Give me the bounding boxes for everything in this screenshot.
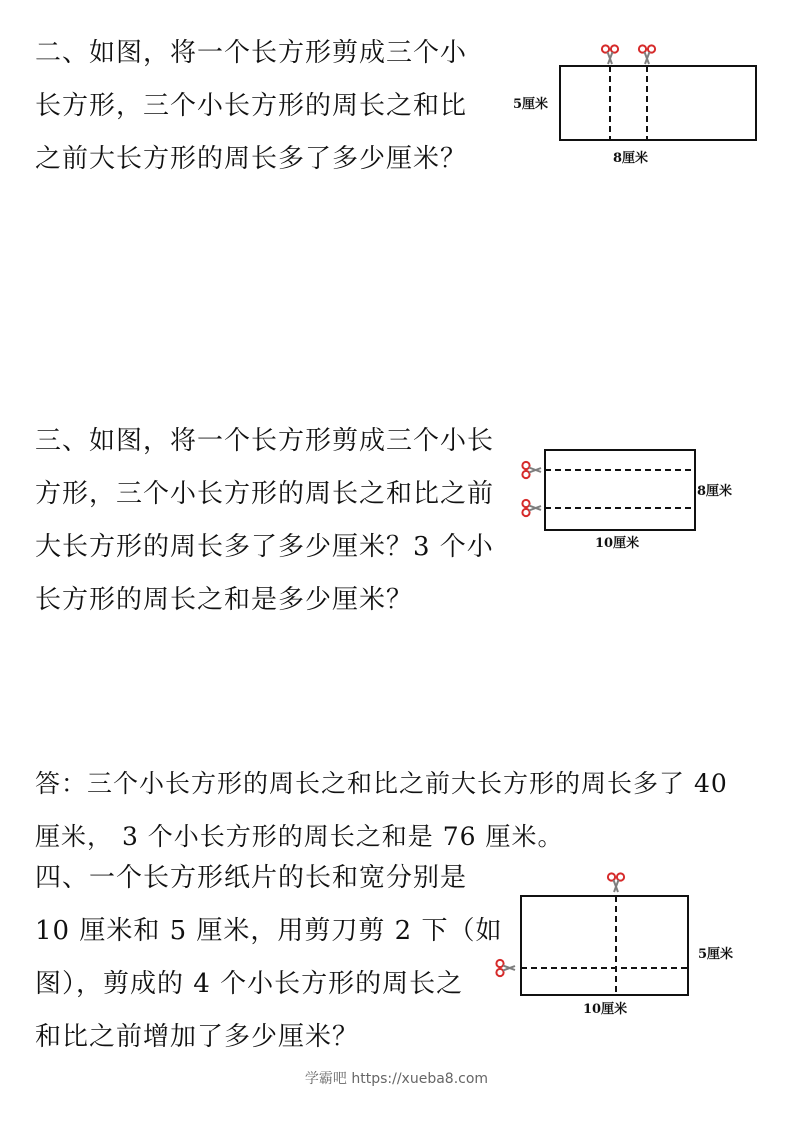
width-label: 8厘米 [697,484,733,499]
question-2-text [35,27,467,186]
scissors-icon [602,45,618,64]
question-2-figure [505,35,765,175]
scissors-icon [639,45,655,64]
answer-text [35,757,728,863]
length-label: 10厘米 [595,536,640,551]
question-3-line-4: 长方形的周长之和是多少厘米？ [35,585,414,615]
width-label: 5厘米 [698,947,734,962]
footer-watermark: 学霸吧 https://xueba8.com [304,1071,489,1087]
question-2-line-1: 二、如图，将一个长方形剪成三个小 [35,38,468,68]
big-rectangle [560,66,756,140]
scissors-icon [496,960,515,976]
question-3-line-1: 三、如图，将一个长方形剪成三个小长 [35,426,495,456]
scissors-icon [522,462,541,478]
length-label: 10厘米 [583,1002,628,1017]
question-3-figure [515,440,755,555]
scissors-icon [522,500,541,516]
big-rectangle [545,450,695,530]
length-label: 8厘米 [613,151,649,166]
question-4-line-1: 四、一个长方形纸片的长和宽分别是 [35,863,468,893]
answer-line-2: 厘米， 3 个小长方形的周长之和是 76 厘米。 [35,822,564,851]
question-4-line-4: 和比之前增加了多少厘米？ [35,1022,360,1052]
question-2-line-2: 长方形，三个小长方形的周长之和比 [35,91,468,121]
width-label: 5厘米 [513,97,549,112]
question-3-line-3: 大长方形的周长多了多少厘米？3 个小 [35,532,494,562]
question-4-figure [488,868,758,1023]
question-3-text [35,415,494,627]
question-4-line-3: 图），剪成的 4 个小长方形的周长之 [35,969,464,999]
big-rectangle [521,896,688,995]
question-3-line-2: 方形，三个小长方形的周长之和比之前 [35,479,495,509]
question-2-line-3: 之前大长方形的周长多了多少厘米？ [35,144,468,174]
scissors-icon [608,873,624,892]
question-4-text [35,852,503,1064]
question-4-line-2: 10 厘米和 5 厘米，用剪刀剪 2 下（如 [35,916,503,946]
answer-line-1: 答：三个小长方形的周长之和比之前大长方形的周长多了 40 [35,769,728,798]
